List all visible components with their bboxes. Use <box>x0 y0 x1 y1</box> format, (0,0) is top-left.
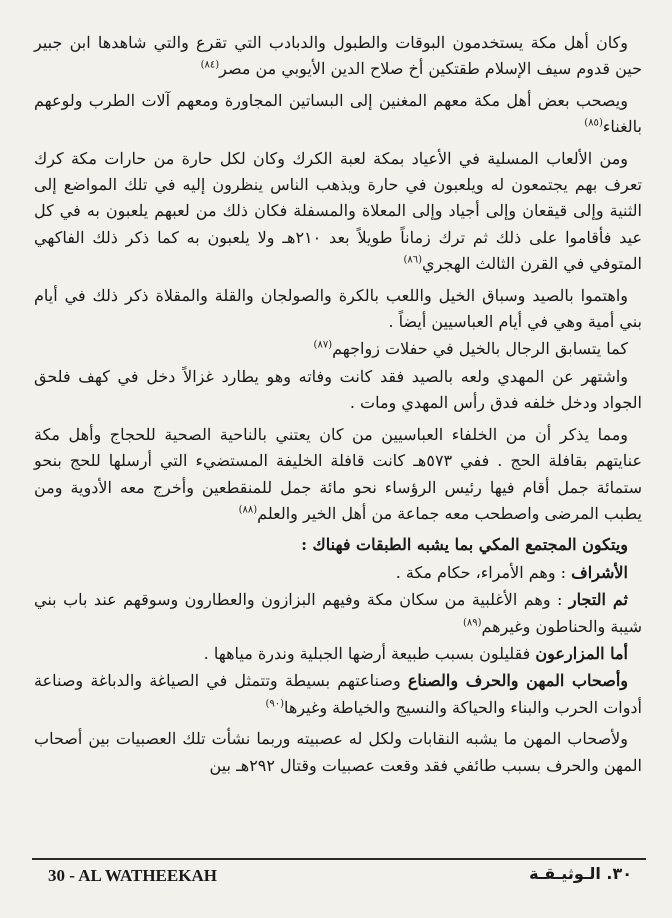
paragraph-guilds: ولأصحاب المهن ما يشبه النقابات ولكل له عصبيته وربما نشأت تلك العصبيات بين أصحاب المهن والحرف بسبب طائفي فقد وقعت عصبيات وقتال ٢٩٢هـ بين <box>34 729 642 775</box>
paragraph-horse-racing: كما يتسابق الرجال بالخيل في حفلات زواجهم$^{(٨٧)}$ <box>313 339 628 359</box>
class-craftsmen: وأصحاب المهن والحرف والصناع وصناعتهم بسيطة وتتمثل في الصياغة والدباغة وصناعة أدوات الحرب والبناء والحياكة والنسيج والخياطة وغيرها$^{(٩٠)}$ <box>34 671 642 717</box>
footer-page-label-english: 30 - AL WATHEEKAH <box>48 866 217 885</box>
class-ashraf: الأشراف : وهم الأمراء، حكام مكة . <box>395 562 628 582</box>
class-merchants: ثم التجار : وهم الأغلبية من سكان مكة وفيهم البزازون والعطارون وسوقهم عند باب بني شيبة والحناطون وغيرهم$^{(٨٩)}$ <box>34 590 642 636</box>
footnote-ref: (٨٥) <box>584 117 603 129</box>
footnote-ref: (٨٤) <box>200 60 220 72</box>
footnote-ref: (٨٧) <box>313 340 333 352</box>
paragraph-singers: ويصحب بعض أهل مكة معهم المغنين إلى البساتين المجاورة ومعهم آلات الطرب ولوعهم بالغناء$^{(٨٥)}$ <box>34 90 642 137</box>
footnote-ref: (٨٨) <box>238 504 258 516</box>
footer-page-label-arabic: ٣٠. الـوثيـقـة <box>529 864 632 883</box>
class-term: ثم التجار <box>568 590 629 610</box>
paragraph-trumpets: وكان أهل مكة يستخدمون البوقات والطبول والدبادب التي تقرع والتي شاهدها ابن جبير حين قدوم سيف الإسلام طقتكين أخ صلاح الدين الأيوبي من مصر$^{(٨٤)}$ <box>34 33 642 79</box>
footnote-ref: (٨٦) <box>403 254 423 266</box>
footer-divider <box>32 858 646 860</box>
paragraph-mahdi: واشتهر عن المهدي ولعه بالصيد فقد كانت وفاته وهو يطارد غزالاً دخل في كهف فلحق الجواد ودخل خلفه فدق رأس المهدي ومات . <box>34 366 642 413</box>
paragraph-hunting: واهتموا بالصيد وسباق الخيل واللعب بالكرة والصولجان والقلة والمقلاة ذكر ذلك في أيام بني أمية وهي في أيام العباسيين أيضاً . <box>34 285 642 332</box>
footnote-ref: (٩٠) <box>265 698 284 710</box>
class-term: الأشراف <box>571 562 628 582</box>
footnote-ref: (٨٩) <box>462 617 482 629</box>
class-term: أما المزارعون <box>535 643 628 663</box>
paragraph-caravan: ومما يذكر أن من الخلفاء العباسيين من كان يعتني بالناحية الصحية للحجاج وأهل مكة عنايتهم بقافلة الحج . ففي ٥٧٣هـ كانت قافلة الخليفة المستضيء التي أرسلها للحج بنحو ستمائة جمل أقام فيها رئيس الرؤساء نحو مائة جمل للمنقطعين وأخرج معه الأدوية ومن يطبب المرضى واصطحب معه جماعة من أهل الخير والعلم$^{(٨٨)}$ <box>34 424 642 523</box>
class-farmers: أما المزارعون فقليلون بسبب طبيعة أرضها الجبلية وندرة مياهها . <box>203 643 628 663</box>
class-term: وأصحاب المهن والحرف والصناع <box>407 671 628 691</box>
paragraph-games: ومن الألعاب المسلية في الأعياد بمكة لعبة الكرك وكان لكل حارة من حارات مكة كرك تعرف بهم يجتمعون له ويلعبون في حارة ويذهب الناس ينظرون إليه في تلك المواضع إلى الثنية وإلى قيقعان وإلى أجياد وإلى المعلاة والمسفلة فكان ذلك من لعبهم يلعبون به في كل عيد فأقاموا على ذلك ثم ترك زماناً طويلاً بعد ٢١٠هـ ولا يلعبون به كما ذكر ذلك الفاكهي المتوفي في القرن الثالث الهجري$^{(٨٦)}$ <box>34 148 642 274</box>
article-body <box>34 30 642 779</box>
classes-intro: ويتكون المجتمع المكي بما يشبه الطبقات فهناك : <box>301 535 628 555</box>
